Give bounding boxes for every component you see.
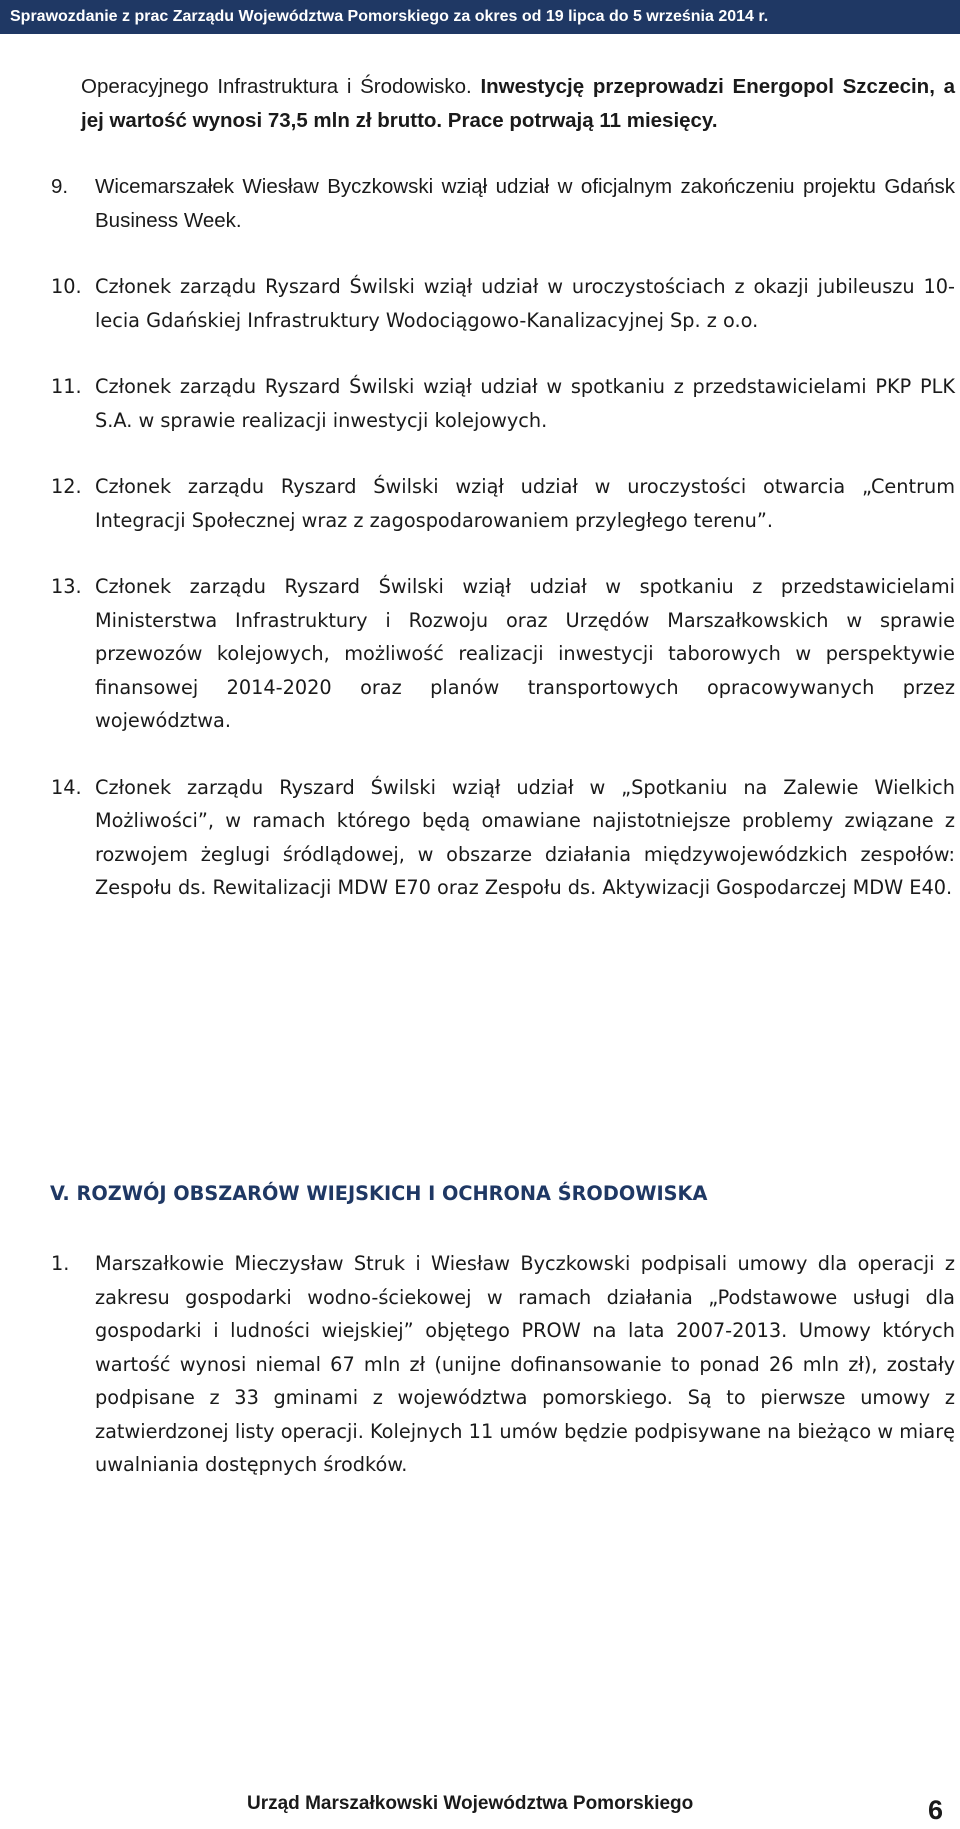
- list-item-number: 11.: [51, 375, 82, 398]
- list-item-number: 10.: [51, 275, 82, 298]
- section-body: [51, 1247, 955, 1482]
- intro-text-regular: Operacyjnego Infrastruktura i Środowisko.: [81, 75, 472, 98]
- section-heading: V. ROZWÓJ OBSZARÓW WIEJSKICH I OCHRONA ŚRODOWISKA: [50, 1182, 708, 1205]
- list-item-text: Marszałkowie Mieczysław Struk i Wiesław Byczkowski podpisali umowy dla operacji z zakresu gospodarki wodno-ściekowej w ramach działania „Podstawowe usługi dla gospodarki i ludności wiejskiej” objętego PROW na lata 2007-2013. Umowy których wartość wynosi niemal 67 mln zł (unijne dofinansowanie to ponad 26 mln zł), zostały podpisane z 33 gminami z województwa pomorskiego. Są to pierwsze umowy z zatwierdzonej listy operacji. Kolejnych 11 umów będzie podpisywane na bieżąco w miarę uwalniania dostępnych środków.: [95, 1252, 955, 1476]
- page-number: 6: [928, 1795, 944, 1825]
- list-item-number: 14.: [51, 775, 82, 799]
- list-item-text: Członek zarządu Ryszard Świlski wziął udział w spotkaniu z przedstawicielami PKP PLK S.A. w sprawie realizacji inwestycji kolejowych.: [95, 375, 955, 432]
- list-item-text: Członek zarządu Ryszard Świlski wziął udział w „Spotkaniu na Zalewie Wielkich Możliwości”, w ramach którego będą omawiane najistotniejsze problemy związane z rozwojem żeglugi śródlądowej, w obszarze działania międzywojewódzkich zespołów: Zespołu ds. Rewitalizacji MDW E70 oraz Zespołu ds. Aktywizacji Gospodarczej MDW E40.: [95, 775, 955, 899]
- document-header: [0, 0, 960, 34]
- list-item-number: 12.: [51, 475, 82, 498]
- header-text: Sprawozdanie z prac Zarządu Województwa Pomorskiego za okres od 19 lipca do 5 września 2014 r.: [10, 8, 769, 25]
- footer-institution: Urząd Marszałkowski Województwa Pomorskiego: [247, 1793, 694, 1814]
- list-item: [51, 170, 955, 237]
- list-item: [51, 570, 955, 738]
- intro-paragraph: [81, 70, 955, 137]
- list-item-number: 9.: [51, 175, 69, 198]
- list-item: [51, 470, 955, 537]
- list-item-number: 13.: [51, 575, 82, 598]
- list-item-text: Członek zarządu Ryszard Świlski wziął udział w uroczystości otwarcia „Centrum Integracji Społecznej wraz z zagospodarowaniem przyległego terenu”.: [95, 475, 955, 532]
- list-item: [51, 771, 955, 905]
- list-item: [51, 1247, 955, 1482]
- list-item: [51, 370, 955, 437]
- list-item-text: Członek zarządu Ryszard Świlski wziął udział w uroczystościach z okazji jubileuszu 10-lecia Gdańskiej Infrastruktury Wodociągowo-Kanalizacyjnej Sp. z o.o.: [95, 275, 955, 332]
- list-item-text: Wicemarszałek Wiesław Byczkowski wziął udział w oficjalnym zakończeniu projektu Gdańsk Business Week.: [95, 175, 955, 232]
- list-item-number: 1.: [51, 1252, 70, 1275]
- list-item-text: Członek zarządu Ryszard Świlski wziął udział w spotkaniu z przedstawicielami Ministerstwa Infrastruktury i Rozwoju oraz Urzędów Marszałkowskich w sprawie przewozów kolejowych, możliwość realizacji inwestycji taborowych w perspektywie finansowej 2014-2020 oraz planów transportowych opracowywanych przez województwa.: [95, 575, 955, 732]
- list-item: [51, 270, 955, 337]
- intro-text-bold: Inwestycję przeprowadzi Energopol Szczecin, a jej wartość wynosi 73,5 mln zł brutto. Prace potrwają 11 miesięcy.: [81, 75, 955, 132]
- document-body: [51, 70, 955, 905]
